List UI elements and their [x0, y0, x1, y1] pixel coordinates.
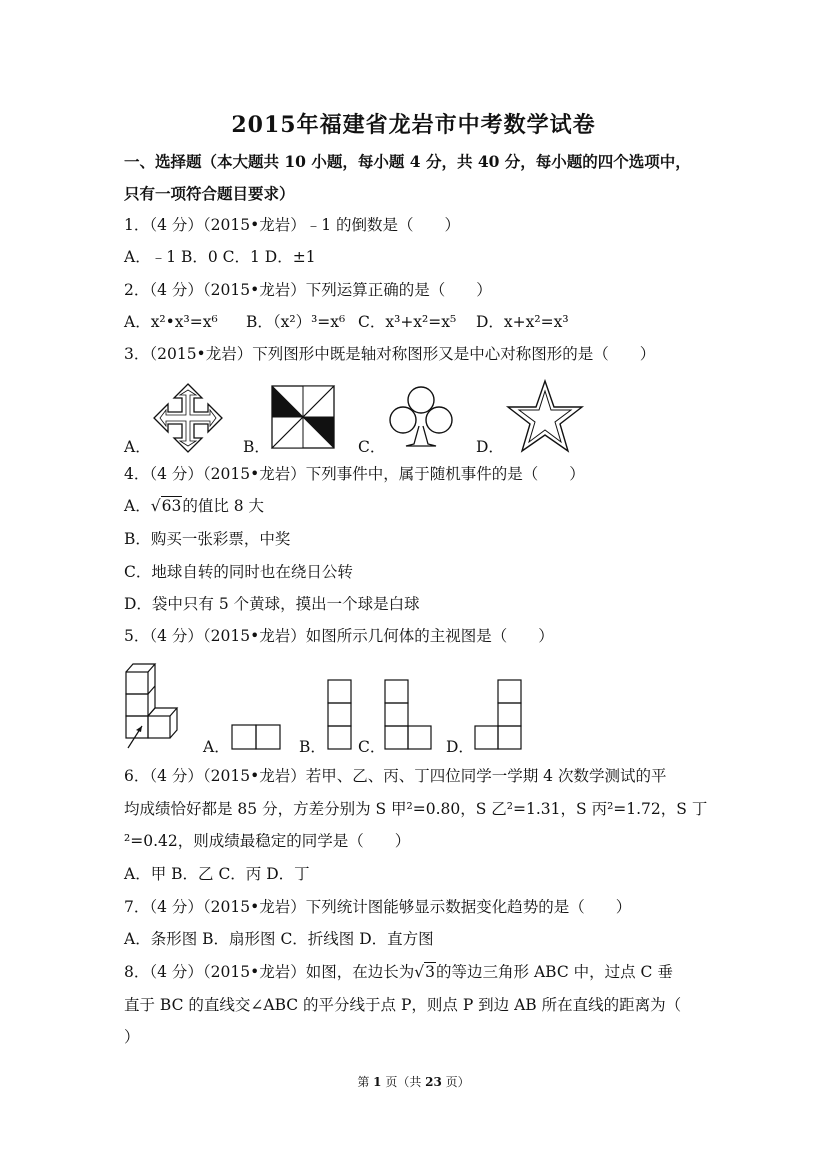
section-heading-line1: 一、选择题（本大题共 10 小题，每小题 4 分，共 40 分，每小题的四个选项中，	[124, 152, 691, 171]
four-arrow-cross-figure	[152, 382, 224, 454]
q3-label-a: A．	[124, 438, 151, 456]
q4-option-b: B．购买一张彩票，中奖	[124, 530, 291, 548]
q3-label-c: C．	[358, 438, 386, 456]
q6-line3: ²=0.42，则成绩最稳定的同学是（ ）	[124, 832, 411, 850]
q5-label-a: A．	[203, 738, 230, 756]
page-title: 2015年福建省龙岩市中考数学试卷	[231, 112, 596, 138]
footer-suffix: 页）	[441, 1075, 470, 1089]
q3-stem: 3．（2015•龙岩）下列图形中既是轴对称图形又是中心对称图形的是（ ）	[124, 345, 656, 363]
q4-option-a	[124, 495, 264, 517]
q4-option-d: D．袋中只有 5 个黄球，摸出一个球是白球	[124, 595, 420, 613]
view-l-shape-right	[474, 679, 524, 751]
q2-option-b: B．（x²）³=x⁶	[246, 313, 346, 331]
q8-line1-prefix: 8．（4 分）（2015•龙岩）如图，在边长为	[124, 963, 415, 981]
q7-stem: 7．（4 分）（2015•龙岩）下列统计图能够显示数据变化趋势的是（ ）	[124, 898, 632, 916]
q4-option-c: C．地球自转的同时也在绕日公转	[124, 563, 353, 581]
q4-option-a-prefix: A．	[124, 497, 151, 515]
q8-radicand: 3	[425, 963, 436, 981]
club-shape-figure	[386, 384, 456, 450]
q5-stem: 5．（4 分）（2015•龙岩）如图所示几何体的主视图是（ ）	[124, 627, 554, 645]
q8-line1	[124, 961, 673, 983]
star-figure	[505, 378, 585, 454]
q8-line3: ）	[124, 1028, 140, 1046]
q1-options: A．﹣1 B．0 C．1 D．±1	[124, 248, 316, 266]
solid-geometry-figure	[124, 660, 184, 752]
view-three-squares-vertical	[327, 679, 353, 751]
q2-option-d: D．x+x²=x³	[476, 313, 569, 331]
radical-sign: √3	[414, 963, 436, 981]
q5-label-c: C．	[358, 738, 386, 756]
page-footer	[0, 1073, 827, 1090]
q5-label-b: B．	[299, 738, 326, 756]
q8-line2: 直于 BC 的直线交∠ABC 的平分线于点 P，则点 P 到边 AB 所在直线的距离为（	[124, 996, 682, 1014]
q4-stem: 4．（4 分）（2015•龙岩）下列事件中，属于随机事件的是（ ）	[124, 465, 585, 483]
q2-option-a: A．x²•x³=x⁶	[124, 313, 218, 331]
footer-prefix: 第	[357, 1075, 374, 1089]
q6-line1: 6．（4 分）（2015•龙岩）若甲、乙、丙、丁四位同学一学期 4 次数学测试的平	[124, 767, 667, 785]
footer-total-pages: 23	[425, 1075, 442, 1089]
q1-stem: 1．（4 分）（2015•龙岩）﹣1 的倒数是（ ）	[124, 216, 461, 234]
pinwheel-figure	[270, 384, 336, 450]
q3-label-d: D．	[476, 438, 504, 456]
q5-label-d: D．	[446, 738, 474, 756]
q4-radicand: 63	[161, 497, 182, 515]
q2-option-c: C．x³+x²=x⁵	[358, 313, 457, 331]
footer-page-number: 1	[373, 1075, 382, 1089]
radical-sign: √63	[150, 497, 182, 515]
view-two-squares-horizontal	[231, 724, 283, 750]
q7-options: A．条形图 B．扇形图 C．折线图 D．直方图	[124, 930, 434, 948]
section-heading-line2: 只有一项符合题目要求）	[124, 184, 295, 203]
q3-label-b: B．	[243, 438, 270, 456]
q6-options: A．甲 B．乙 C．丙 D．丁	[124, 865, 310, 883]
q2-stem: 2．（4 分）（2015•龙岩）下列运算正确的是（ ）	[124, 281, 492, 299]
view-l-shape-left	[384, 679, 434, 751]
footer-middle: 页（共	[381, 1075, 426, 1089]
q4-option-a-suffix: 的值比 8 大	[182, 497, 265, 515]
q6-line2: 均成绩恰好都是 85 分，方差分别为 S 甲²=0.80，S 乙²=1.31，S 丙²=1.72，S 丁	[124, 800, 708, 818]
q8-line1-suffix: 的等边三角形 ABC 中，过点 C 垂	[436, 963, 673, 981]
